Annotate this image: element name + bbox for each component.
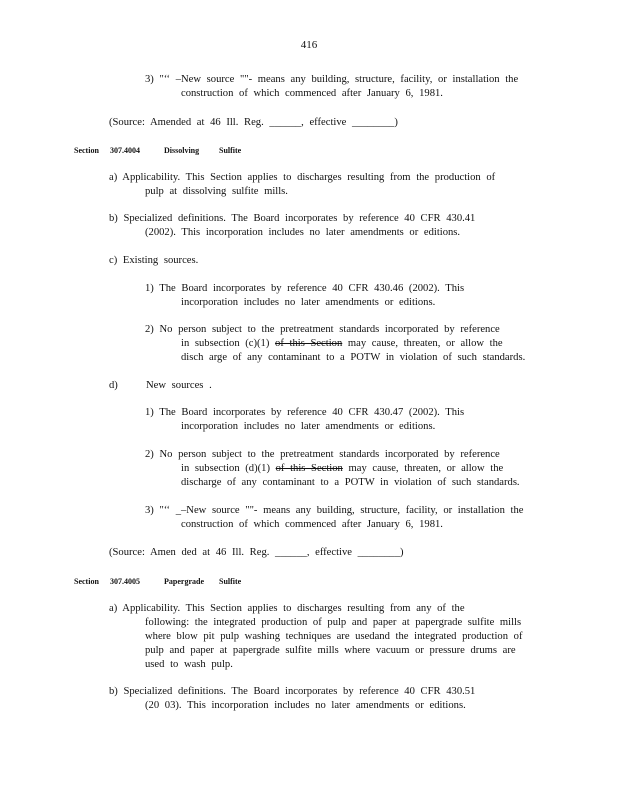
- section-4004-existing-sources: c) Existing sources.: [109, 255, 199, 266]
- source-note-2: (Source: Amen ded at 46 Ill. Reg. ______, effective ________): [109, 547, 404, 558]
- section-4004-c2: 2) No person subject to the pretreatment standards incorporated by reference in subsection (c)(1) of this Section may cause, threaten, or allow the disch arge of any contaminant to a POTW in violation of such standards.: [145, 324, 526, 363]
- page-number: 416: [300, 39, 318, 51]
- section-4004-d1: 1) The Board incorporates by reference 40 CFR 430.47 (2002). This incorporation includes no later amendments or editions.: [145, 407, 465, 432]
- section-4004-c1: 1) The Board incorporates by reference 40 CFR 430.46 (2002). This incorporation includes no later amendments or editions.: [145, 283, 465, 308]
- section-4004-d2: 2) No person subject to the pretreatment standards incorporated by reference in subsection (d)(1) of this Section may cause, threaten, or allow the discharge of any contaminant to a POTW in violation of such standards.: [145, 449, 520, 488]
- section-heading-4005: Section 307.4005 Papergrade Sulfite: [74, 577, 242, 586]
- new-source-definition-1: 3) "‘‘ –New source ""- means any building, structure, facility, or installation the construction of which commenced after January 6, 1981.: [145, 74, 519, 99]
- section-4004-new-sources: d) New sources .: [109, 380, 212, 391]
- struck-text: of this Section: [275, 463, 343, 474]
- section-4004-applicability: a) Applicability. This Section applies to discharges resulting from the production of pulp at dissolving sulfite mills.: [109, 172, 496, 197]
- section-4005-definitions: b) Specialized definitions. The Board incorporates by reference 40 CFR 430.51 (20 03). This incorporation includes no later amendments or editions.: [109, 686, 476, 711]
- struck-text: of this Section: [275, 338, 343, 349]
- new-source-definition-2: 3) "‘‘ _–New source ""- means any building, structure, facility, or installation the construction of which commenced after January 6, 1981.: [145, 505, 524, 530]
- source-note-1: (Source: Amended at 46 Ill. Reg. ______, effective ________): [109, 117, 398, 128]
- section-4005-applicability: a) Applicability. This Section applies to discharges resulting from any of the following: the integrated production of pulp and paper at papergrade sulfite mills where blow pit pulp washing techniques are usedand the integrated production of pulp and paper at papergrade sulfite mills where vacuum or pressure drums are used to wash pulp.: [109, 603, 523, 670]
- section-heading-4004: Section 307.4004 Dissolving Sulfite: [74, 146, 242, 155]
- section-4004-definitions: b) Specialized definitions. The Board incorporates by reference 40 CFR 430.41 (2002). This incorporation includes no later amendments or editions.: [109, 213, 476, 238]
